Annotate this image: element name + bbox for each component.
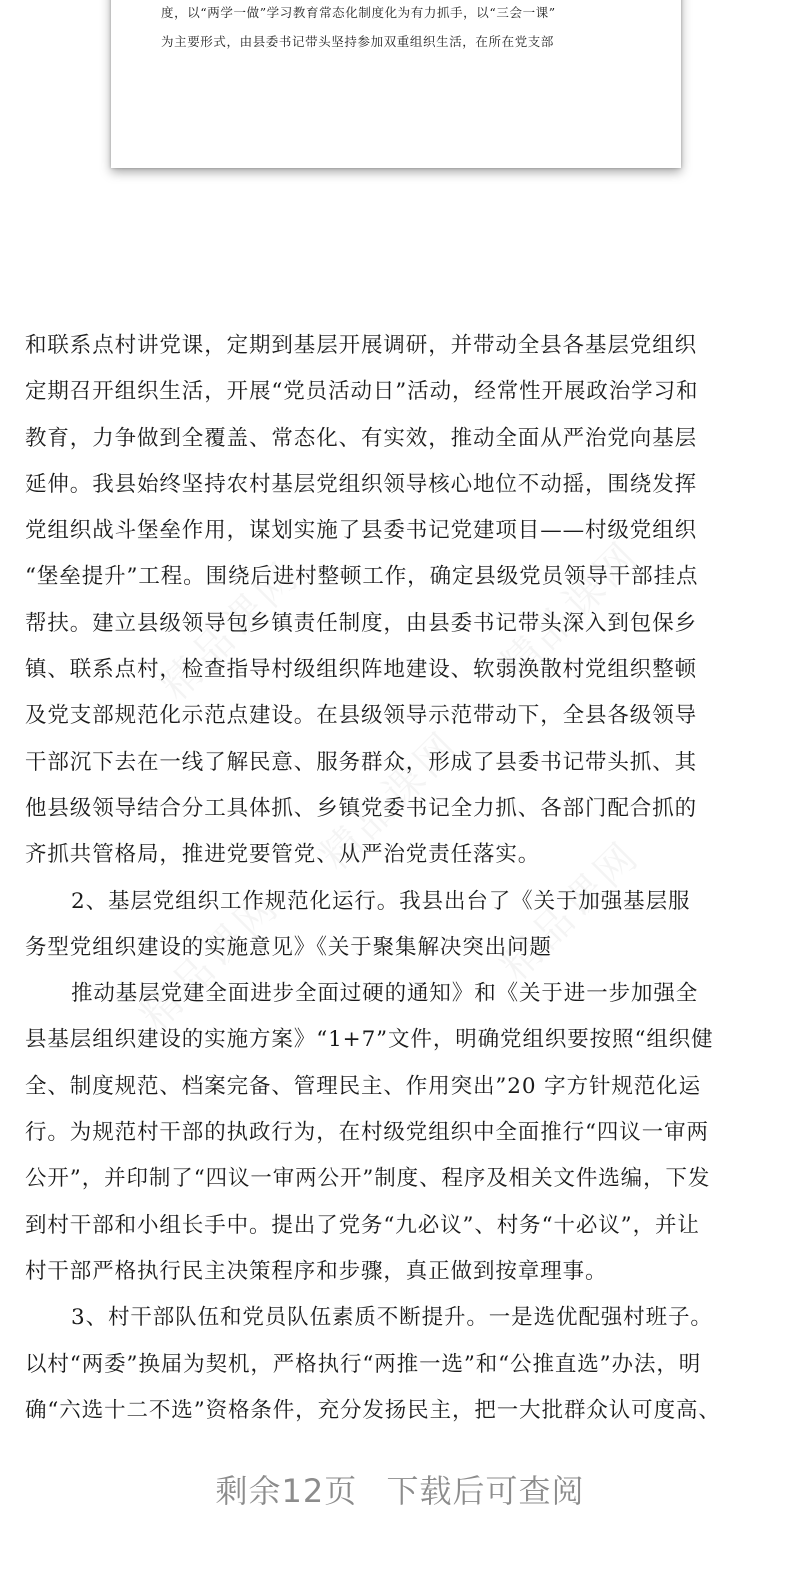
body-text-line: 村干部严格执行民主决策程序和步骤，真正做到按章理事。 (25, 1258, 608, 1284)
body-text-line: 以村“两委”换届为契机，严格执行“两推一选”和“公推直选”办法，明 (25, 1351, 702, 1377)
body-text-line: 齐抓共管格局，推进党要管党、从严治党责任落实。 (25, 842, 541, 868)
body-text-line: 推动基层党建全面进步全面过硬的通知》和《关于进一步加强全 (71, 981, 699, 1007)
body-text-line: 及党支部规范化示范点建设。在县级领导示范带动下，全县各级领导 (25, 703, 698, 729)
download-to-view-label: 下载后可查阅 (386, 1472, 585, 1510)
body-text-line: 延伸。我县始终坚持农村基层党组织领导核心地位不动摇，围绕发挥 (25, 471, 698, 497)
body-text-line: 3、村干部队伍和党员队伍素质不断提升。一是选优配强村班子。 (71, 1305, 713, 1331)
document-body (25, 323, 795, 1434)
body-text-line: 定期召开组织生活，开展“党员活动日”活动，经常性开展政治学习和 (25, 379, 699, 405)
body-text-line: 党组织战斗堡垒作用，谋划实施了县委书记党建项目——村级党组织 (25, 518, 698, 544)
body-text-line: 全、制度规范、档案完备、管理民主、作用突出”20 字方针规范化运 (25, 1073, 701, 1099)
body-text-line: 和联系点村讲党课，定期到基层开展调研，并带动全县各基层党组织 (25, 333, 698, 358)
body-text-line: 帮扶。建立县级领导包乡镇责任制度，由县委书记带头深入到包保乡 (25, 610, 698, 636)
body-text-line: 镇、联系点村，检查指导村级组织阵地建设、软弱涣散村党组织整顿 (25, 657, 698, 683)
body-text-line: 公开”，并印制了“四议一审两公开”制度、程序及相关文件选编，下发 (25, 1166, 711, 1192)
previous-page-preview (111, 0, 681, 168)
body-text-line: “堡垒提升”工程。围绕后进村整顿工作，确定县级党员领导干部挂点 (25, 564, 699, 590)
remaining-pages-label: 剩余12页 (215, 1472, 358, 1510)
body-text-line: 到村干部和小组长手中。提出了党务“九必议”、村务“十必议”，并让 (25, 1212, 700, 1238)
body-text-line: 2、基层党组织工作规范化运行。我县出台了《关于加强基层服 (71, 888, 691, 914)
body-text-line: 教育，力争做到全覆盖、常态化、有实效，推动全面从严治党向基层 (25, 425, 698, 451)
download-prompt[interactable] (0, 1466, 800, 1512)
body-text-line: 务型党组织建设的实施意见》《关于聚集解决突出问题 (25, 934, 552, 960)
preview-text-line: 为主要形式，由县委书记带头坚持参加双重组织生活，在所在党支部 (161, 34, 555, 49)
preview-text-line: 度，以“两学一做”学习教育常态化制度化为有力抓手，以“三会一课” (161, 5, 556, 20)
body-text-line: 行。为规范村干部的执政行为，在村级党组织中全面推行“四议一审两 (25, 1120, 709, 1146)
body-text-line: 干部沉下去在一线了解民意、服务群众，形成了县委书记带头抓、其 (25, 749, 698, 775)
body-text-line: 确“六选十二不选”资格条件，充分发扬民主，把一大批群众认可度高、 (25, 1397, 721, 1423)
body-text-line: 县基层组织建设的实施方案》“1+7”文件，明确党组织要按照“组织健 (25, 1027, 714, 1053)
body-text-line: 他县级领导结合分工具体抓、乡镇党委书记全力抓、各部门配合抓的 (25, 795, 698, 821)
